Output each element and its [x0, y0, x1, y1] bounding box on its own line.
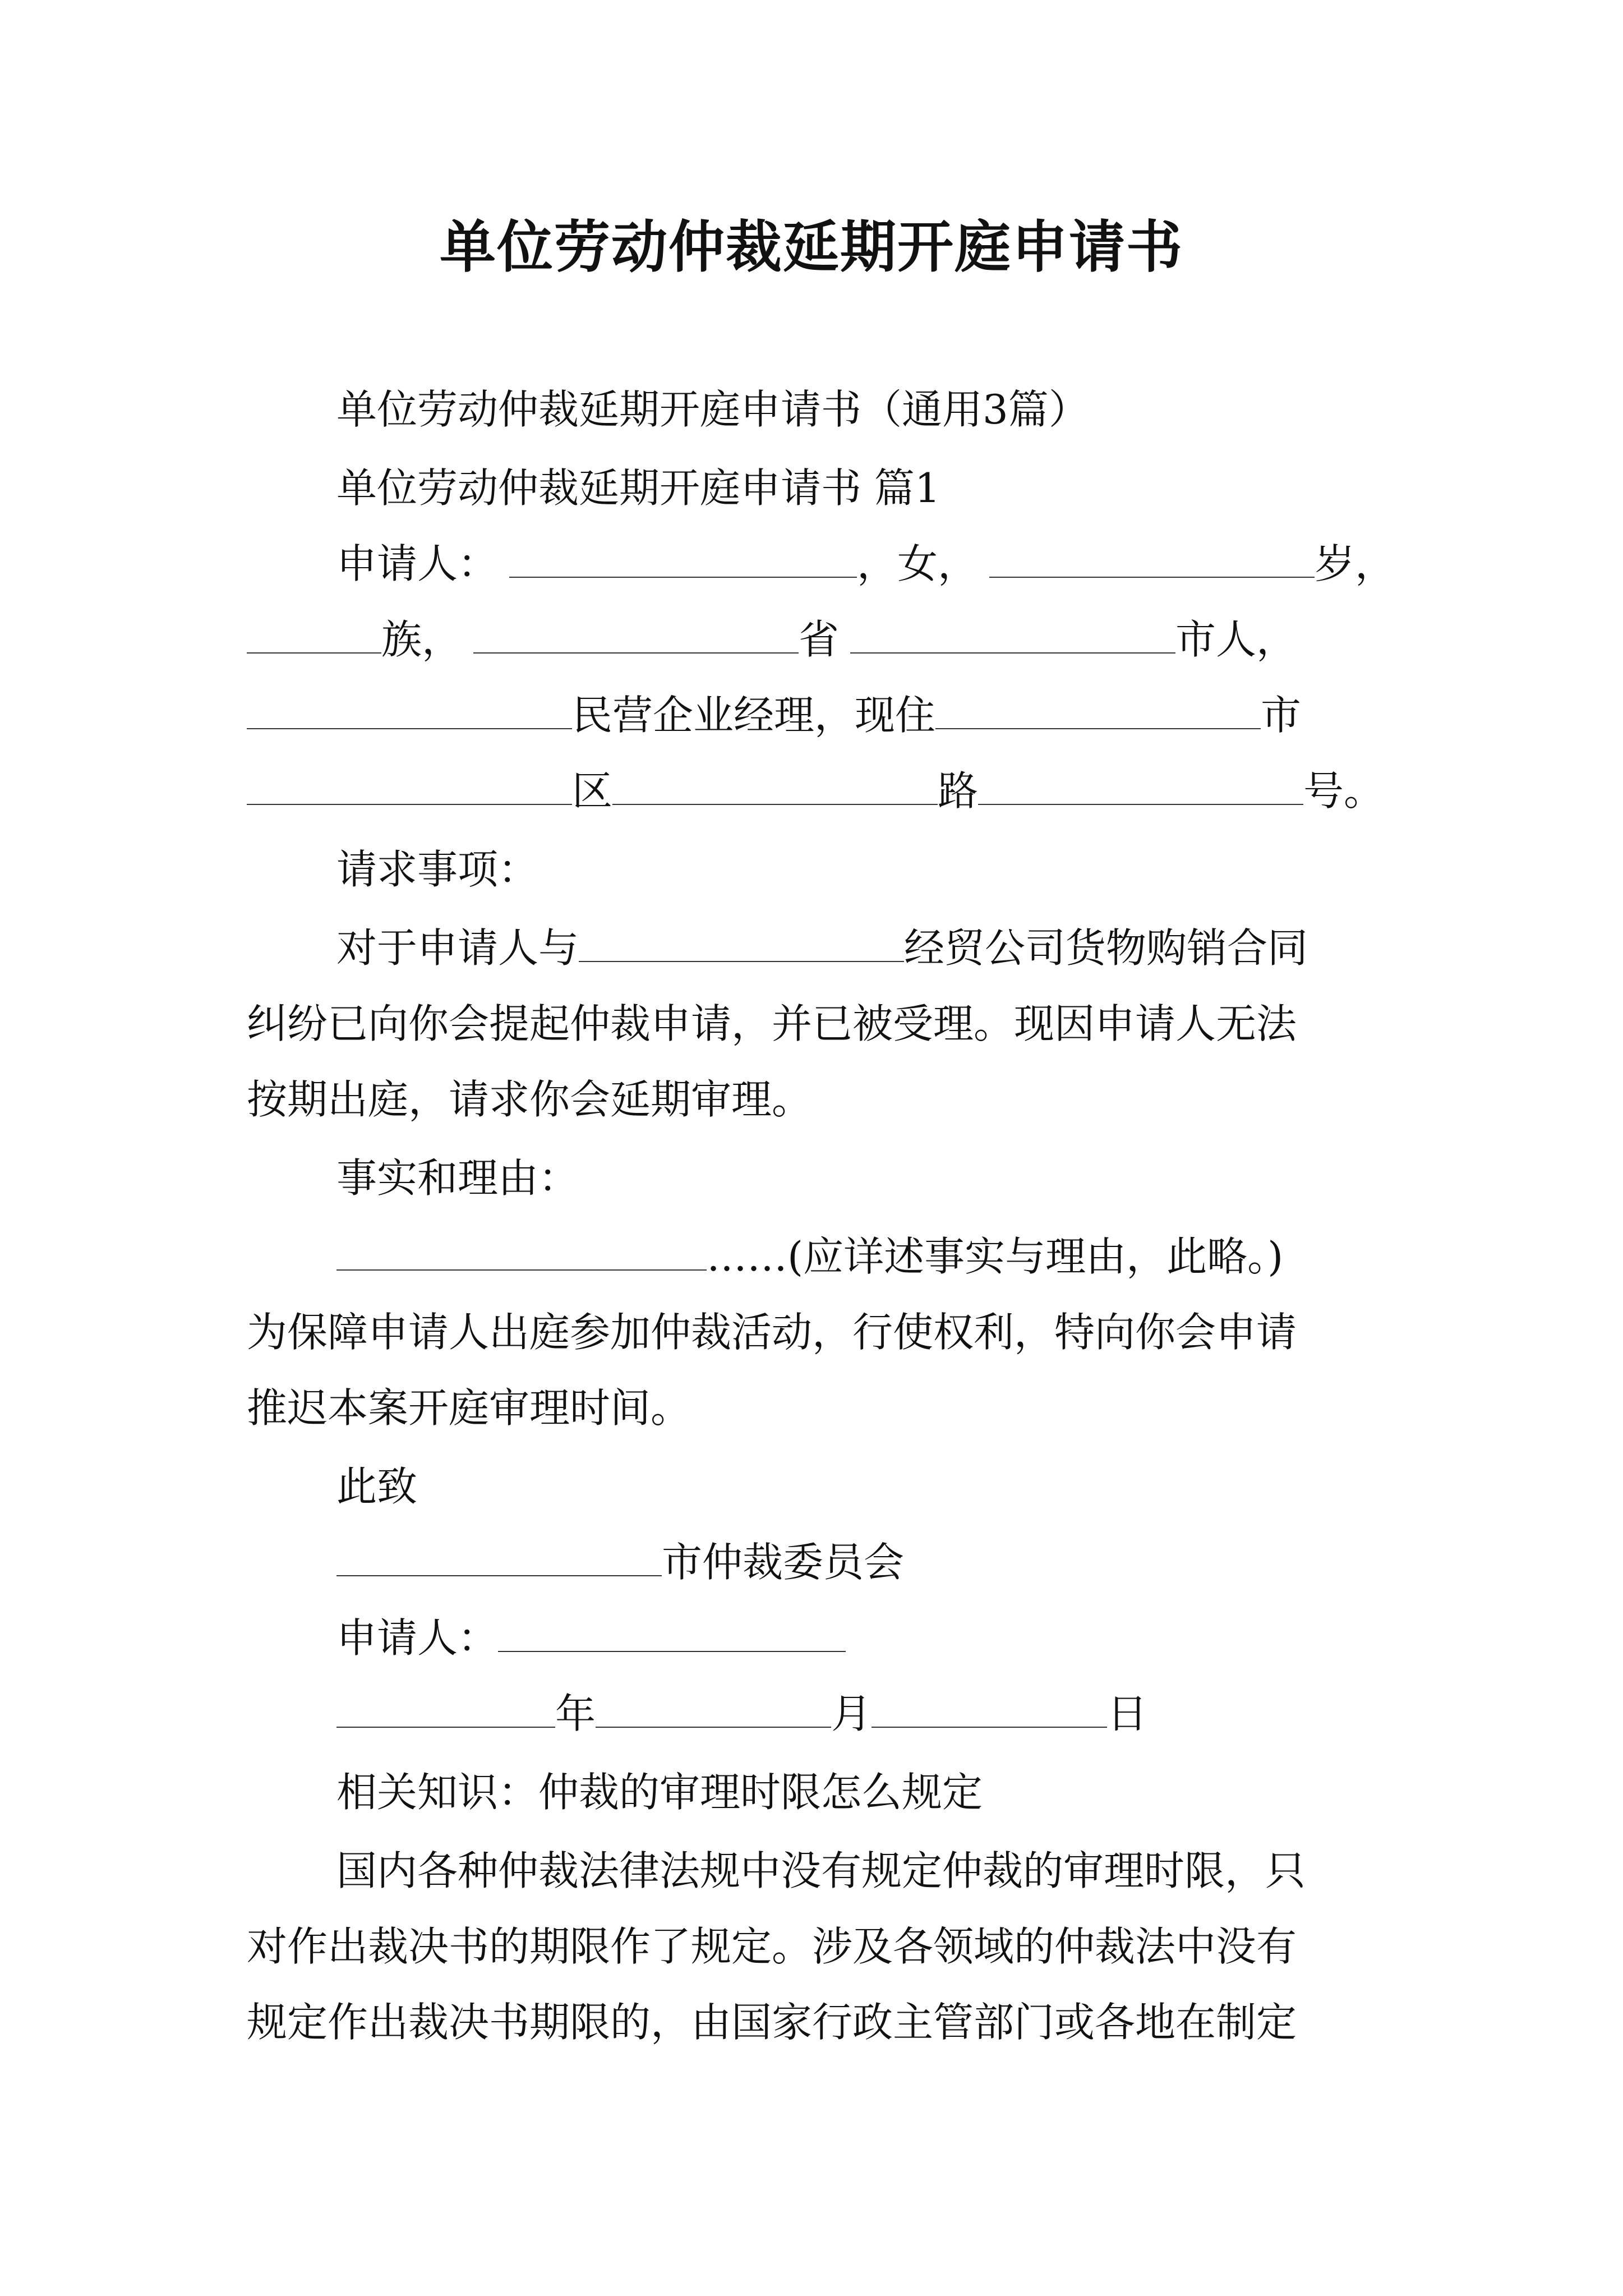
- committee-text: 市仲裁委员会: [662, 1539, 905, 1586]
- year-blank[interactable]: [336, 1692, 555, 1728]
- section-heading: 单位劳动仲裁延期开庭申请书 篇1: [336, 464, 940, 512]
- salutation: 此致: [336, 1463, 418, 1510]
- applicant-line-4: [247, 763, 1384, 819]
- committee-line: [336, 1534, 904, 1590]
- knowledge-line-3: 规定作出裁决书期限的，由国家行政主管部门或各地在制定: [247, 1999, 1297, 2046]
- signature-label: 申请人：: [336, 1614, 499, 1662]
- occupation-text: 民营企业经理，现住: [572, 692, 936, 739]
- age-unit: 岁，: [1315, 540, 1396, 587]
- city-unit: 市: [1261, 692, 1302, 739]
- applicant-line-1: [336, 536, 1395, 592]
- committee-city-blank[interactable]: [336, 1540, 662, 1576]
- age-blank[interactable]: [989, 542, 1315, 578]
- signature-line: [336, 1610, 846, 1666]
- year-unit: 年: [555, 1690, 596, 1737]
- city-origin-blank[interactable]: [850, 618, 1175, 654]
- knowledge-line-2: 对作出裁决书的期限作了规定。涉及各领域的仲裁法中没有: [247, 1923, 1297, 1970]
- knowledge-line-1: 国内各种仲裁法律法规中没有规定仲裁的审理时限，只: [336, 1847, 1306, 1894]
- request-label: 请求事项：: [336, 846, 539, 893]
- month-blank[interactable]: [596, 1692, 831, 1728]
- facts-line-3: 推迟本案开庭审理时间。: [247, 1384, 691, 1432]
- district-blank[interactable]: [247, 769, 572, 805]
- house-number-blank[interactable]: [978, 769, 1303, 805]
- applicant-label: 申请人：: [336, 540, 499, 587]
- signature-blank[interactable]: [498, 1616, 846, 1652]
- district-unit: 区: [572, 767, 613, 815]
- ethnicity-blank[interactable]: [247, 618, 381, 654]
- request-line-2: 纠纷已向你会提起仲裁申请，并已被受理。现因申请人无法: [247, 1000, 1297, 1047]
- facts-blank[interactable]: [336, 1235, 707, 1271]
- province-blank[interactable]: [473, 618, 799, 654]
- road-blank[interactable]: [612, 769, 938, 805]
- company-name-blank[interactable]: [579, 926, 904, 962]
- facts-suffix: ……(应详述事实与理由，此略。): [707, 1233, 1284, 1280]
- applicant-line-3: [247, 687, 1301, 743]
- request-suffix: 经贸公司货物购销合同: [904, 924, 1308, 972]
- facts-label: 事实和理由：: [336, 1154, 579, 1202]
- city-person-unit: 市人，: [1175, 616, 1297, 663]
- request-prefix: 对于申请人与: [336, 924, 579, 972]
- facts-line-2: 为保障申请人出庭参加仲裁活动，行使权利，特向你会申请: [247, 1309, 1297, 1356]
- sex-text: ，女，: [857, 540, 979, 587]
- day-blank[interactable]: [872, 1692, 1107, 1728]
- knowledge-heading: 相关知识：仲裁的审理时限怎么规定: [336, 1769, 983, 1816]
- month-unit: 月: [831, 1690, 872, 1737]
- date-line: [336, 1686, 1147, 1742]
- name-blank[interactable]: [509, 542, 857, 578]
- company-blank[interactable]: [247, 693, 572, 729]
- residence-city-blank[interactable]: [935, 693, 1261, 729]
- facts-line-1: [336, 1228, 1283, 1285]
- applicant-line-2: [247, 611, 1297, 668]
- road-unit: 路: [938, 767, 979, 815]
- request-line-3: 按期出庭，请求你会延期审理。: [247, 1076, 813, 1123]
- number-unit: 号。: [1303, 767, 1385, 815]
- document-title: 单位劳动仲裁延期开庭申请书: [440, 214, 1183, 280]
- day-unit: 日: [1107, 1690, 1148, 1737]
- ethnicity-unit: 族，: [381, 616, 463, 663]
- subtitle: 单位劳动仲裁延期开庭申请书（通用3篇）: [336, 386, 1089, 433]
- request-line-1: [336, 920, 1308, 976]
- province-unit: 省: [799, 616, 840, 663]
